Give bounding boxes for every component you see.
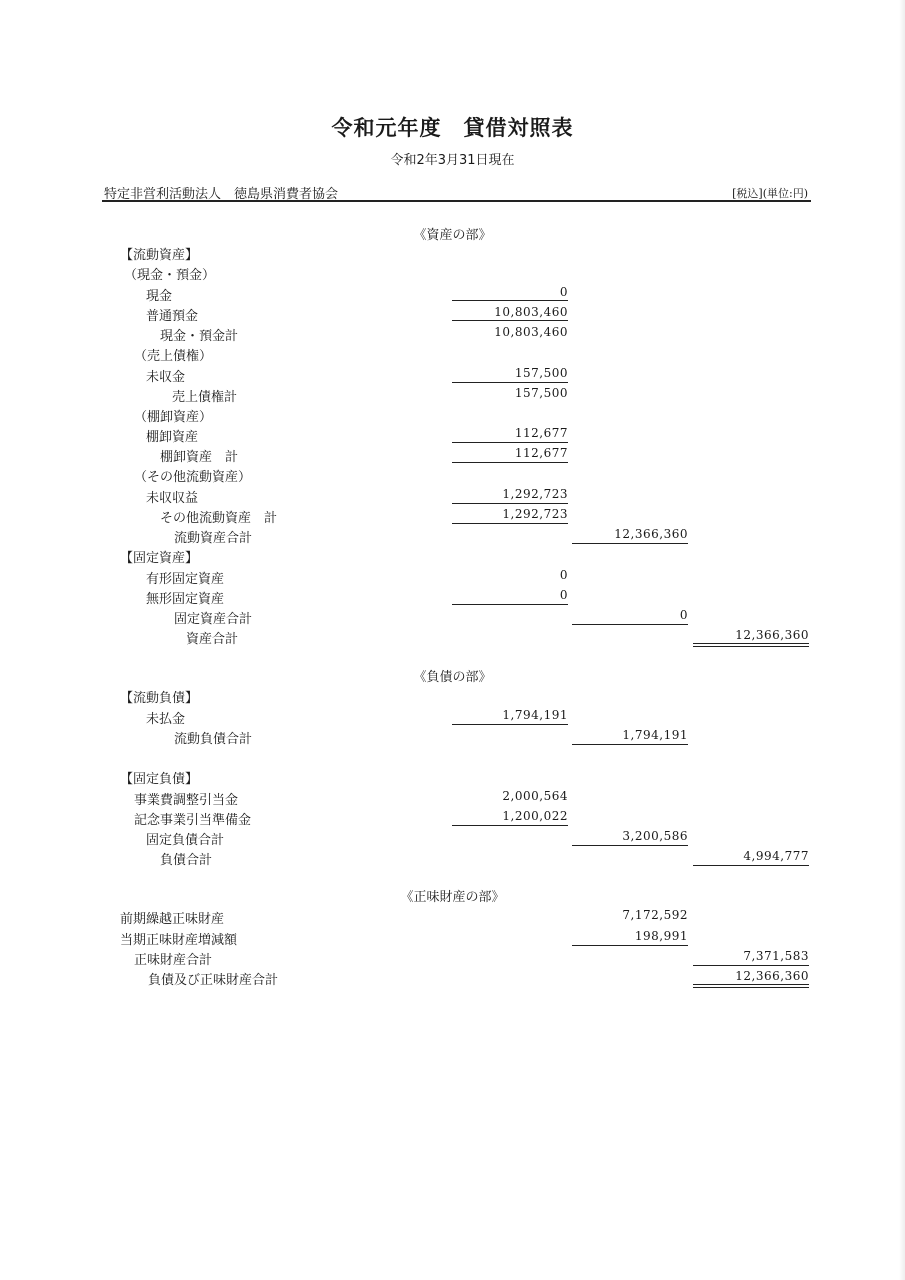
row-label: 棚卸資産 <box>146 430 199 445</box>
row-payable <box>0 706 905 726</box>
row-fixed-assets-header <box>0 545 905 565</box>
row-value: 7,371,583 <box>743 949 809 963</box>
row-receivable-total <box>0 384 905 404</box>
row-other-total <box>0 505 905 525</box>
row-inventory <box>0 424 905 444</box>
row-label: 普通預金 <box>146 309 199 324</box>
row-label: （その他流動資産） <box>134 470 252 485</box>
section-assets: 《資産の部》 <box>413 228 492 243</box>
unit-note: [税込](単位:円) <box>732 187 808 200</box>
row-value: 112,677 <box>514 426 568 440</box>
row-fixed-assets-total <box>0 606 905 626</box>
rule-line <box>452 462 568 463</box>
row-value: 198,991 <box>634 929 688 943</box>
row-label: 負債及び正味財産合計 <box>148 973 279 988</box>
rule-line <box>452 320 568 321</box>
document-date: 令和2年3月31日現在 <box>390 153 515 168</box>
row-value: 12,366,360 <box>735 628 809 642</box>
row-value: 10,803,460 <box>494 305 568 319</box>
row-label: 固定負債合計 <box>146 833 225 848</box>
row-label: 【流動負債】 <box>120 691 199 706</box>
row-label: 当期正味財産増減額 <box>120 933 238 948</box>
row-reserve-2 <box>0 807 905 827</box>
row-label: 正味財産合計 <box>134 953 213 968</box>
rule-line <box>452 604 568 605</box>
row-label: 【固定資産】 <box>120 551 199 566</box>
rule-line <box>693 965 809 966</box>
row-value: 4,994,777 <box>743 849 809 863</box>
row-label: 【固定負債】 <box>120 772 199 787</box>
row-label: 現金 <box>146 289 173 304</box>
row-value: 157,500 <box>514 386 568 400</box>
row-cash-group <box>0 262 905 282</box>
section-liabilities: 《負債の部》 <box>413 670 492 685</box>
rule-line <box>452 724 568 725</box>
rule-line <box>693 865 809 866</box>
row-value: 1,794,191 <box>502 708 568 722</box>
section-net-assets: 《正味財産の部》 <box>400 890 505 905</box>
rule-line <box>572 845 688 846</box>
row-current-liabilities-header <box>0 685 905 705</box>
row-value: 12,366,360 <box>735 969 809 983</box>
row-label: 未収金 <box>146 370 186 385</box>
row-label: 無形固定資産 <box>146 592 225 607</box>
row-label: （現金・預金） <box>124 268 216 283</box>
row-value: 1,794,191 <box>622 728 688 742</box>
row-value: 1,200,022 <box>502 809 568 823</box>
row-value: 10,803,460 <box>494 325 568 339</box>
row-intangible <box>0 586 905 606</box>
row-label: 負債合計 <box>160 853 213 868</box>
row-label: （売上債権） <box>134 349 213 364</box>
row-label: 未払金 <box>146 712 186 727</box>
document-title: 令和元年度 貸借対照表 <box>331 116 574 140</box>
header-rule <box>102 200 811 202</box>
row-other-group <box>0 464 905 484</box>
row-label: 【流動資産】 <box>120 248 199 263</box>
row-net-assets-change <box>0 927 905 947</box>
row-receivable <box>0 364 905 384</box>
row-inventory-total <box>0 444 905 464</box>
row-inventory-group <box>0 404 905 424</box>
row-value: 7,172,592 <box>622 908 688 922</box>
row-fixed-liabilities-header <box>0 766 905 786</box>
row-label: 流動資産合計 <box>174 531 253 546</box>
row-label: その他流動資産 計 <box>160 511 278 526</box>
organization-name: 特定非営利活動法人 徳島県消費者協会 <box>104 187 339 202</box>
row-label: 事業費調整引当金 <box>134 793 239 808</box>
row-label: 未収収益 <box>146 491 199 506</box>
rule-line <box>572 624 688 625</box>
rule-line <box>452 300 568 301</box>
row-label: 有形固定資産 <box>146 572 225 587</box>
row-value: 112,677 <box>514 446 568 460</box>
row-liabilities-total <box>0 847 905 867</box>
row-current-liabilities-total <box>0 726 905 746</box>
row-fixed-liabilities-total <box>0 827 905 847</box>
row-current-assets-header <box>0 242 905 262</box>
row-label: 記念事業引当準備金 <box>134 813 252 828</box>
row-value: 157,500 <box>514 366 568 380</box>
rule-line <box>572 744 688 745</box>
row-prior-net-assets <box>0 906 905 926</box>
row-value: 2,000,564 <box>502 789 568 803</box>
row-label: 売上債権計 <box>172 390 238 405</box>
row-label: 棚卸資産 計 <box>160 450 239 465</box>
row-value: 0 <box>679 608 688 622</box>
double-rule-line <box>693 643 809 647</box>
row-grand-total <box>0 967 905 987</box>
rule-line <box>452 382 568 383</box>
rule-line <box>452 503 568 504</box>
row-value: 3,200,586 <box>622 829 688 843</box>
row-receivable-group <box>0 343 905 363</box>
row-label: （棚卸資産） <box>134 410 213 425</box>
row-value: 1,292,723 <box>502 487 568 501</box>
row-value: 1,292,723 <box>502 507 568 521</box>
row-value: 0 <box>559 568 568 582</box>
row-label: 現金・預金計 <box>160 329 239 344</box>
row-current-assets-total <box>0 525 905 545</box>
row-label: 前期繰越正味財産 <box>120 912 225 927</box>
rule-line <box>572 543 688 544</box>
row-cash-total <box>0 323 905 343</box>
row-reserve-1 <box>0 787 905 807</box>
row-label: 資産合計 <box>186 632 239 647</box>
row-assets-total <box>0 626 905 646</box>
rule-line <box>452 825 568 826</box>
row-value: 0 <box>559 285 568 299</box>
row-label: 固定資産合計 <box>174 612 253 627</box>
rule-line <box>452 523 568 524</box>
row-tangible <box>0 566 905 586</box>
rule-line <box>452 442 568 443</box>
row-value: 0 <box>559 588 568 602</box>
row-accrued <box>0 485 905 505</box>
double-rule-line <box>693 984 809 988</box>
row-value: 12,366,360 <box>614 527 688 541</box>
row-label: 流動負債合計 <box>174 732 253 747</box>
row-net-assets-total <box>0 947 905 967</box>
rule-line <box>572 945 688 946</box>
